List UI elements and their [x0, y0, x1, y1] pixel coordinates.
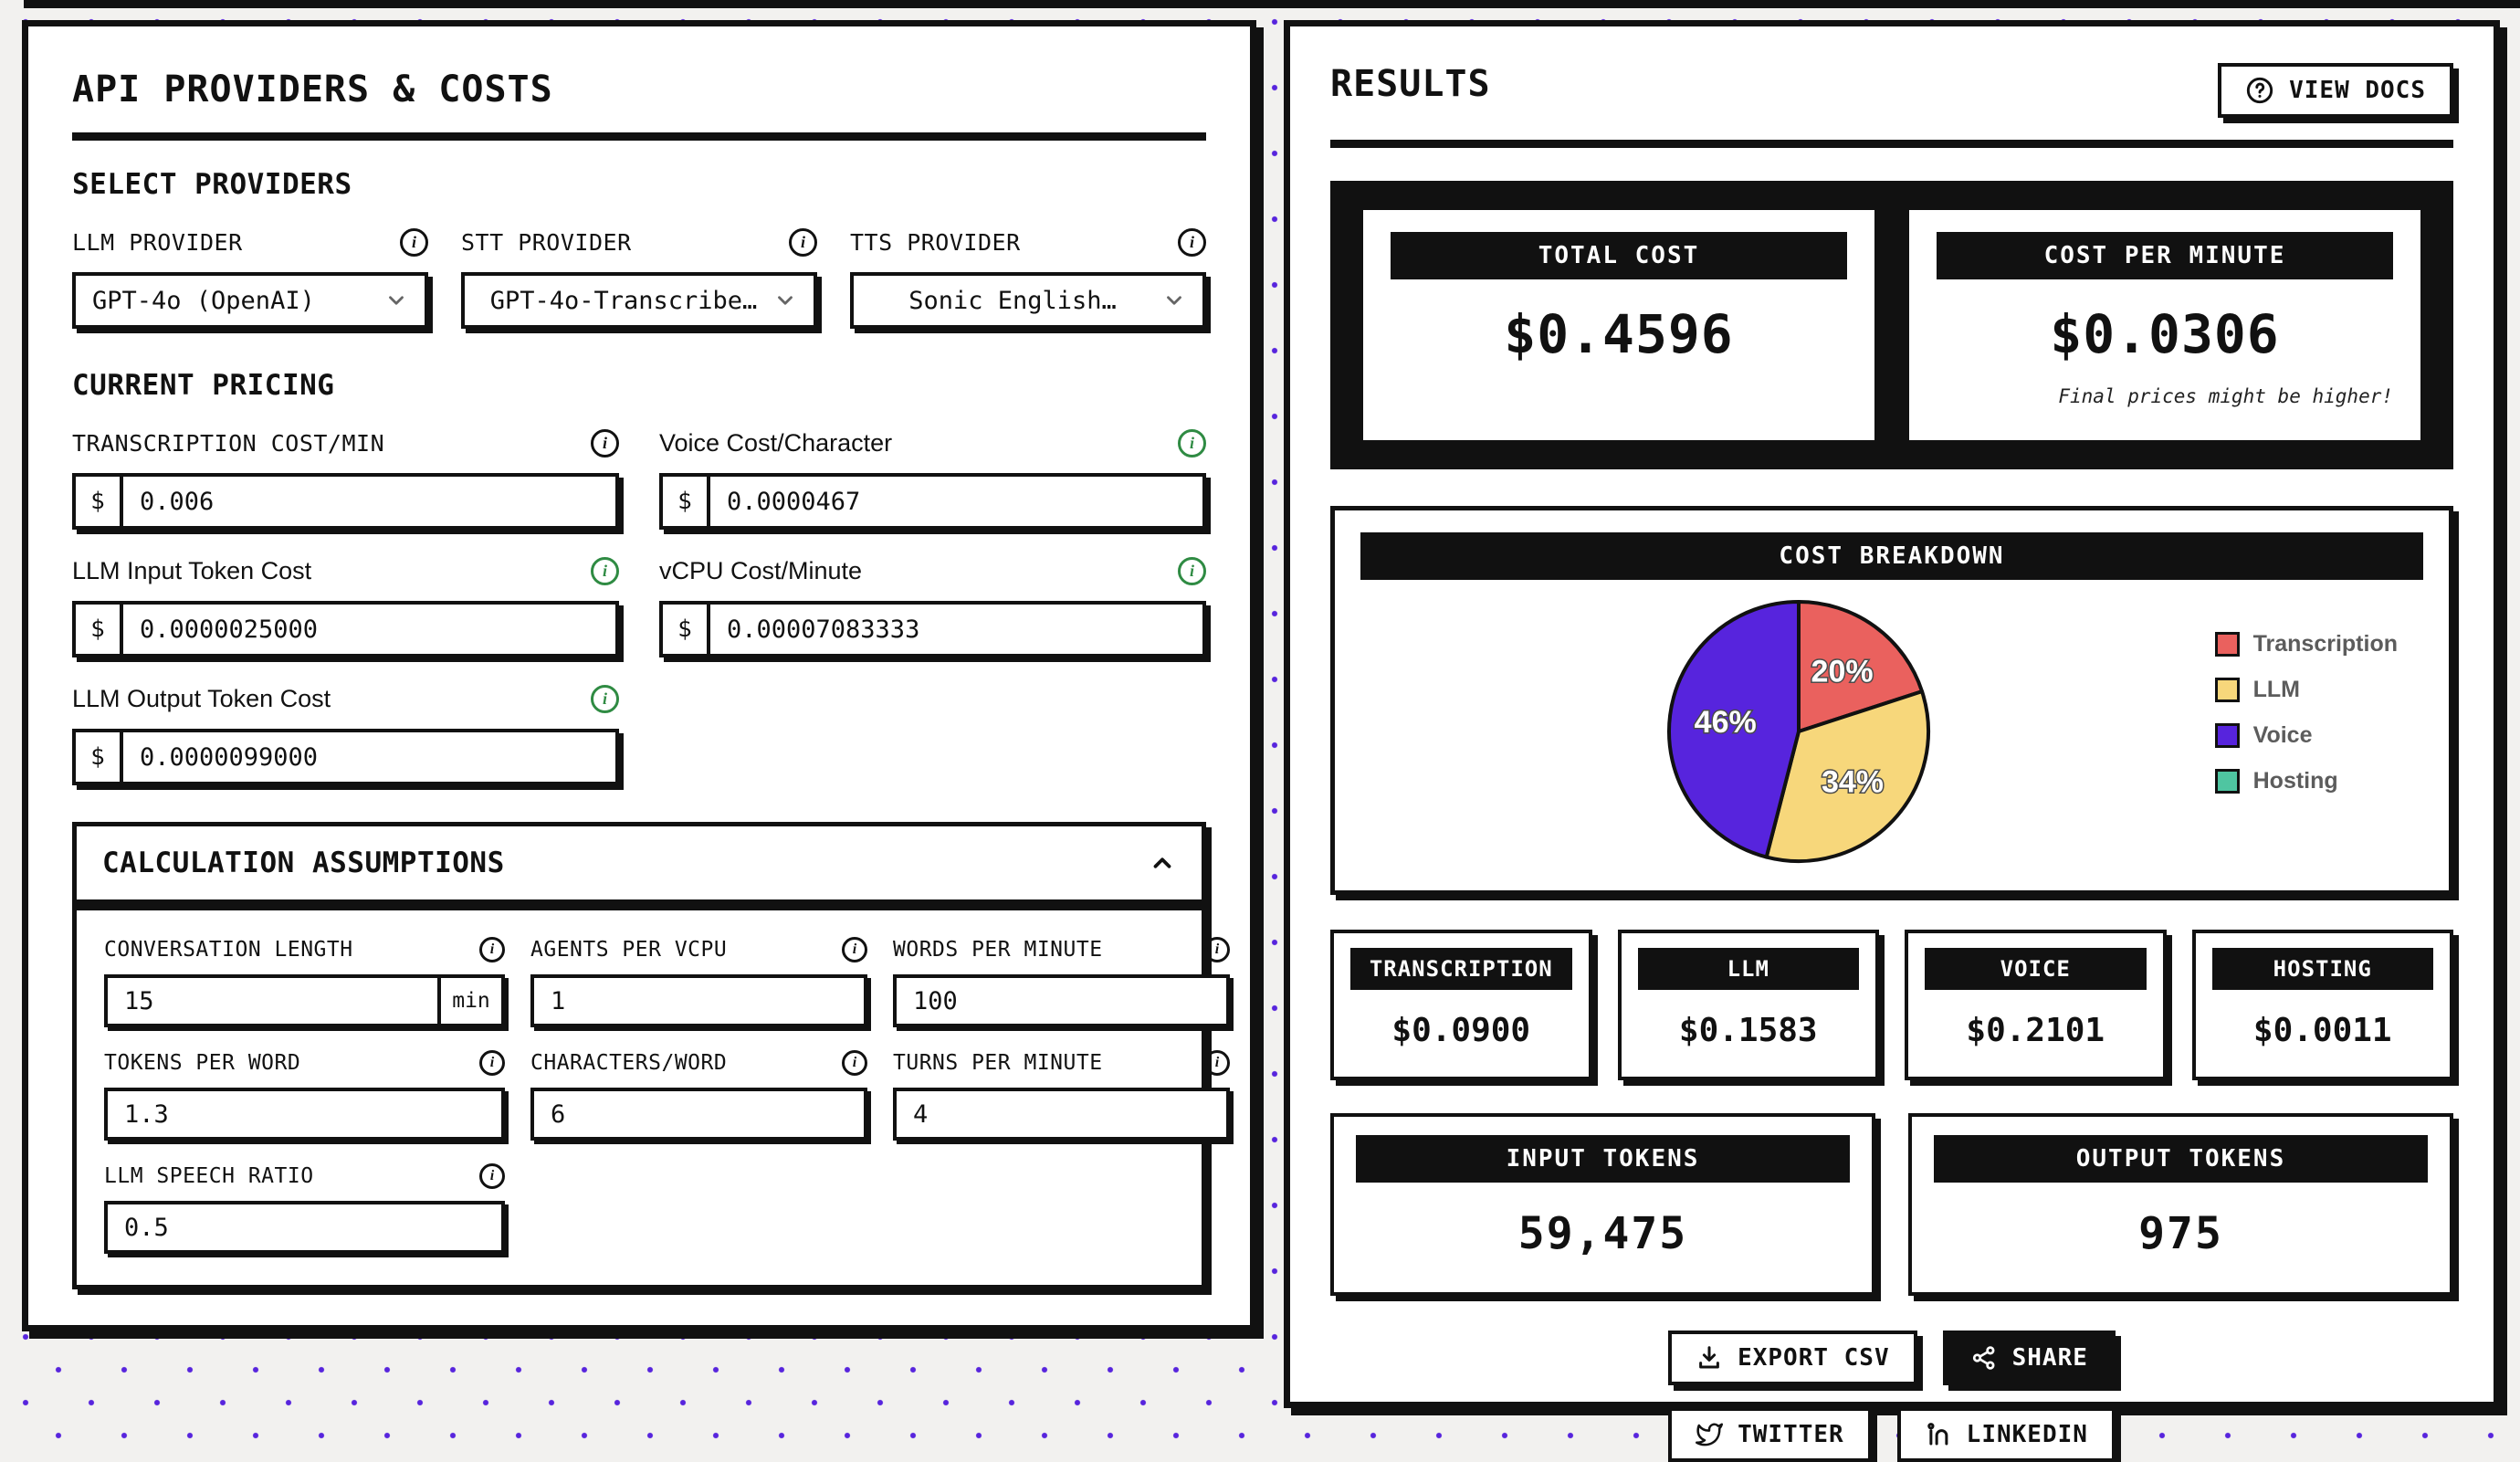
llm-input-cost-label: LLM Input Token Cost	[72, 556, 312, 584]
hosting-cost-card	[2192, 930, 2454, 1080]
characters-per-word-input[interactable]	[534, 1091, 864, 1137]
characters-per-word-input-group	[530, 1088, 867, 1141]
currency-prefix: $	[76, 605, 123, 654]
transcription-cost-input[interactable]	[123, 477, 615, 526]
price-disclaimer: Final prices might be higher!	[2058, 385, 2393, 407]
info-icon[interactable]: i	[479, 937, 505, 962]
llm-swatch	[2215, 678, 2240, 702]
results-title: RESULTS	[1330, 63, 1491, 105]
llm-output-cost-input[interactable]	[123, 732, 615, 782]
chevron-down-icon	[1162, 289, 1186, 312]
cost-breakdown-chart	[1360, 580, 2423, 872]
provider-select-row	[72, 226, 1206, 329]
voice-card-header: VOICE	[1925, 948, 2147, 990]
llm-input-cost-input[interactable]	[123, 605, 615, 654]
words-per-minute-input-group	[893, 974, 1230, 1027]
info-icon[interactable]: i	[591, 685, 619, 713]
token-cards-row	[1330, 1113, 2453, 1296]
assumptions-body	[77, 910, 1220, 1285]
transcription-cost-input-group	[72, 473, 619, 530]
tts-provider-label: TTS PROVIDER	[850, 228, 1021, 256]
question-circle-icon	[2245, 76, 2274, 105]
conversation-length-input[interactable]	[108, 978, 437, 1024]
tokens-per-word-label: TOKENS PER WORD	[104, 1051, 301, 1075]
agents-per-vcpu-input[interactable]	[534, 978, 864, 1024]
legend-item-hosting	[2215, 768, 2398, 794]
cost-per-minute-value: $0.0306	[2050, 303, 2280, 365]
twitter-button[interactable]	[1668, 1407, 1872, 1462]
twitter-icon	[1696, 1421, 1723, 1448]
info-icon[interactable]: i	[1178, 557, 1206, 585]
conversation-length-label: CONVERSATION LENGTH	[104, 938, 353, 962]
llm-input-cost-field	[72, 555, 619, 657]
info-icon[interactable]: i	[591, 429, 619, 458]
share-icon	[1970, 1344, 1998, 1372]
legend-label: Hosting	[2252, 768, 2338, 794]
voice-cost-input[interactable]	[710, 477, 1202, 526]
llm-provider-label: LLM PROVIDER	[72, 228, 243, 256]
summary-container	[1330, 181, 2453, 469]
select-providers-heading: SELECT PROVIDERS	[72, 168, 352, 201]
tokens-per-word-input[interactable]	[108, 1091, 501, 1137]
output-tokens-card	[1908, 1113, 2453, 1296]
tts-provider-value: Sonic English…	[908, 286, 1117, 315]
share-button[interactable]	[1943, 1331, 2116, 1385]
stt-provider-label: STT PROVIDER	[461, 228, 632, 256]
tts-provider-select[interactable]	[850, 272, 1206, 329]
minutes-suffix: min	[437, 978, 501, 1024]
turns-per-minute-input[interactable]	[897, 1091, 1226, 1137]
currency-prefix: $	[663, 477, 710, 526]
agents-per-vcpu-input-group	[530, 974, 867, 1027]
stt-provider-value: GPT-4o-Transcribe…	[489, 286, 758, 315]
legend-label: Voice	[2252, 722, 2313, 748]
transcription-cost-label: TRANSCRIPTION COST/MIN	[72, 429, 385, 457]
llm-output-cost-field	[72, 683, 619, 785]
conversation-length-input-group	[104, 974, 505, 1027]
legend-label: LLM	[2252, 677, 2300, 702]
legend-item-transcription	[2215, 631, 2398, 657]
currency-prefix: $	[76, 477, 123, 526]
words-per-minute-label: WORDS PER MINUTE	[893, 938, 1103, 962]
info-icon[interactable]: i	[400, 228, 428, 257]
conversation-length-field	[104, 936, 505, 1027]
tts-provider-field	[850, 226, 1206, 329]
providers-panel-title: API PROVIDERS & COSTS	[72, 68, 553, 110]
voice-cost-card	[1905, 930, 2167, 1080]
voice-cost-input-group	[659, 473, 1206, 530]
llm-provider-field	[72, 226, 428, 329]
llm-speech-ratio-label: LLM SPEECH RATIO	[104, 1164, 314, 1188]
tokens-per-word-field	[104, 1049, 505, 1141]
info-icon[interactable]: i	[842, 937, 867, 962]
assumptions-heading: CALCULATION ASSUMPTIONS	[102, 847, 505, 879]
characters-per-word-label: CHARACTERS/WORD	[530, 1051, 728, 1075]
info-icon[interactable]: i	[1204, 937, 1230, 962]
linkedin-icon	[1925, 1421, 1952, 1448]
info-icon[interactable]: i	[591, 557, 619, 585]
info-icon[interactable]: i	[1204, 1050, 1230, 1076]
info-icon[interactable]: i	[1178, 429, 1206, 458]
output-tokens-header: OUTPUT TOKENS	[1934, 1135, 2428, 1183]
llm-input-cost-input-group	[72, 601, 619, 657]
cost-per-minute-header: COST PER MINUTE	[1937, 232, 2393, 279]
vcpu-cost-input-group	[659, 601, 1206, 657]
pie-chart	[1662, 594, 1936, 872]
cost-cards-row	[1330, 930, 2453, 1080]
llm-provider-value: GPT-4o (OpenAI)	[92, 286, 315, 315]
voice-card-value: $0.2101	[1966, 1012, 2105, 1049]
currency-prefix: $	[76, 732, 123, 782]
pie-slice-label: 20%	[1811, 654, 1874, 689]
voice-cost-field	[659, 427, 1206, 530]
output-tokens-value: 975	[2138, 1208, 2223, 1259]
legend-label: Transcription	[2252, 631, 2398, 657]
llm-output-cost-input-group	[72, 729, 619, 785]
input-tokens-card	[1330, 1113, 1875, 1296]
chevron-up-icon	[1149, 849, 1176, 877]
cost-per-minute-card	[1909, 210, 2420, 440]
llm-speech-ratio-input[interactable]	[108, 1204, 501, 1250]
legend-item-llm	[2215, 677, 2398, 703]
share-label: SHARE	[2011, 1344, 2088, 1372]
llm-output-cost-label: LLM Output Token Cost	[72, 684, 331, 712]
llm-cost-card	[1618, 930, 1880, 1080]
linkedin-label: LINKEDIN	[1966, 1421, 2088, 1448]
export-csv-button[interactable]	[1668, 1331, 1917, 1385]
transcription-card-value: $0.0900	[1391, 1012, 1531, 1049]
total-cost-header: TOTAL COST	[1391, 232, 1847, 279]
results-panel	[1284, 20, 2500, 1448]
linkedin-button[interactable]	[1897, 1407, 2116, 1462]
voice-cost-label: Voice Cost/Character	[659, 428, 893, 457]
pie-chart-svg	[1662, 594, 1936, 868]
info-icon[interactable]: i	[789, 228, 817, 257]
legend-item-voice	[2215, 722, 2398, 749]
action-buttons	[1330, 1331, 2453, 1462]
twitter-label: TWITTER	[1738, 1421, 1844, 1448]
view-docs-label: VIEW DOCS	[2289, 77, 2426, 104]
turns-per-minute-field	[893, 1049, 1230, 1141]
info-icon[interactable]: i	[479, 1163, 505, 1189]
llm-speech-ratio-field	[104, 1162, 505, 1254]
stt-provider-select[interactable]	[461, 272, 817, 329]
turns-per-minute-label: TURNS PER MINUTE	[893, 1051, 1103, 1075]
chevron-down-icon	[384, 289, 408, 312]
hosting-card-header: HOSTING	[2212, 948, 2434, 990]
voice-swatch	[2215, 723, 2240, 748]
providers-panel	[22, 20, 1256, 1331]
stt-provider-field	[461, 226, 817, 329]
llm-card-value: $0.1583	[1678, 1012, 1818, 1049]
info-icon[interactable]: i	[842, 1050, 867, 1076]
current-pricing-heading: CURRENT PRICING	[72, 369, 335, 402]
info-icon[interactable]: i	[479, 1050, 505, 1076]
words-per-minute-field	[893, 936, 1230, 1027]
cost-breakdown-header: COST BREAKDOWN	[1360, 532, 2423, 580]
transcription-card-header: TRANSCRIPTION	[1350, 948, 1572, 990]
llm-speech-ratio-input-group	[104, 1201, 505, 1254]
currency-prefix: $	[663, 605, 710, 654]
total-cost-value: $0.4596	[1504, 303, 1734, 365]
total-cost-card	[1363, 210, 1874, 440]
tokens-per-word-input-group	[104, 1088, 505, 1141]
divider	[1330, 140, 2453, 148]
transcription-cost-field	[72, 427, 619, 530]
input-tokens-header: INPUT TOKENS	[1356, 1135, 1850, 1183]
download-icon	[1696, 1344, 1723, 1372]
cost-breakdown-box	[1330, 506, 2453, 895]
chart-legend	[2215, 631, 2398, 794]
transcription-cost-card	[1330, 930, 1592, 1080]
vcpu-cost-field	[659, 555, 1206, 657]
chevron-down-icon	[773, 289, 797, 312]
agents-per-vcpu-label: AGENTS PER VCPU	[530, 938, 728, 962]
characters-per-word-field	[530, 1049, 867, 1141]
pie-slice-label: 46%	[1694, 704, 1757, 740]
llm-card-header: LLM	[1638, 948, 1860, 990]
turns-per-minute-input-group	[893, 1088, 1230, 1141]
divider	[72, 132, 1206, 141]
vcpu-cost-input[interactable]	[710, 605, 1202, 654]
hosting-card-value: $0.0011	[2252, 1012, 2392, 1049]
export-csv-label: EXPORT CSV	[1738, 1344, 1890, 1372]
view-docs-button[interactable]	[2218, 63, 2453, 118]
info-icon[interactable]: i	[1178, 228, 1206, 257]
transcription-swatch	[2215, 632, 2240, 657]
hosting-swatch	[2215, 769, 2240, 794]
vcpu-cost-label: vCPU Cost/Minute	[659, 556, 863, 584]
top-accent-bar	[24, 0, 2520, 8]
input-tokens-value: 59,475	[1517, 1208, 1688, 1259]
assumptions-collapse-toggle[interactable]	[77, 826, 1202, 910]
words-per-minute-input[interactable]	[897, 978, 1226, 1024]
agents-per-vcpu-field	[530, 936, 867, 1027]
pricing-grid	[72, 427, 1206, 785]
calculation-assumptions-box	[72, 822, 1220, 1289]
llm-provider-select[interactable]	[72, 272, 428, 329]
pie-slice-label: 34%	[1821, 764, 1885, 800]
